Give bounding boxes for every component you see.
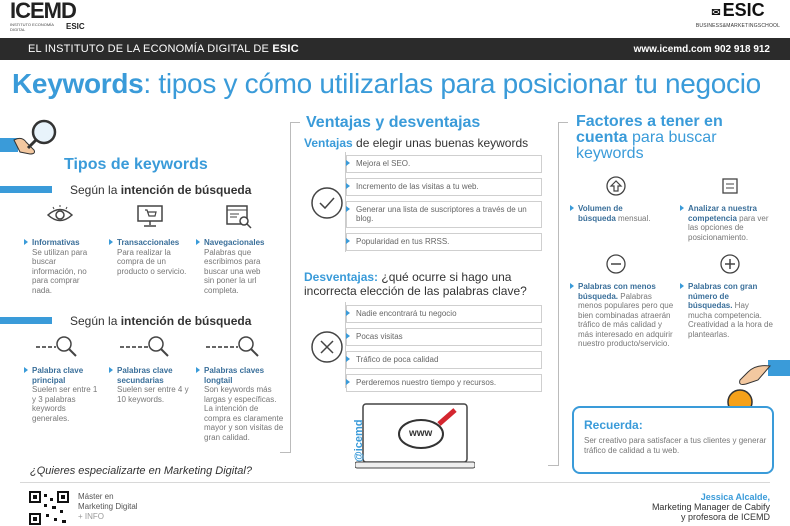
factor-gran-busqueda [688,282,774,339]
disadvantages-bold: Desventajas: [304,270,379,284]
intent-subtitle-1 [70,183,251,197]
item-body: Palabras que escribimos para buscar una web sin poner la url completa. [204,247,261,295]
factors-title [576,114,746,162]
subtitle-bold: intención de búsqueda [120,183,252,197]
author-role: Marketing Manager de Cabify [651,502,770,512]
item-body: Son keywords más largas y específicas. La intención de compra es claramente mayor y son visitas de gran calidad. [204,385,284,442]
esic-wordmark: ESIC [722,0,765,20]
column-divider [290,122,291,452]
banner-text [28,43,299,55]
section-bar [0,317,52,324]
factor-head: Palabras con gran número de búsquedas. [688,282,758,310]
top-banner [0,38,790,60]
title-keyword: Keywords [12,68,144,99]
intent-item-transaccionales [117,238,189,276]
pointer-icon [346,206,350,212]
arrow-icon [109,367,113,373]
minus-circle-icon [606,254,626,279]
intent-subtitle-2 [70,314,251,328]
banner-esic: ESIC [272,43,299,55]
advantage-text: Mejora el SEO. [356,159,411,168]
disadvantage-text: Perderemos nuestro tiempo y recursos. [356,378,497,387]
intent-item-informativas [32,238,94,295]
pointer-icon [346,356,350,362]
master-line: Máster en [78,492,114,501]
magnifier-long-icon [204,334,264,365]
advantages-bold: Ventajas [304,136,353,150]
page-title [12,68,782,100]
more-info-link[interactable]: + INFO [78,512,105,521]
footer-divider [20,482,770,483]
magnifier-hand-illustration [0,118,50,180]
banner-contact[interactable]: www.icemd.com 902 918 912 [633,44,770,55]
disadvantage-text: Tráfico de poca calidad [356,355,439,364]
check-circle-icon [310,186,344,225]
divider-tick [558,122,568,123]
qr-code[interactable] [28,490,70,526]
keyword-types-title: Tipos de keywords [64,156,208,173]
icemd-wordmark: ICEMD [10,0,76,23]
master-line: Marketing Digital [78,502,138,511]
x-circle-icon [310,330,344,369]
recuerda-box [572,406,774,474]
icemd-esic-label: ESIC [66,22,85,31]
item-body: Suelen ser entre 4 y 10 keywords. [117,385,189,404]
recuerda-body: Ser creativo para satisfacer a tus clientes y generar tráfico de calidad a tu web. [584,436,767,455]
item-body: Se utilizan para buscar información, no para comprar nada. [32,247,88,295]
length-item-longtail [204,366,284,442]
arrow-up-circle-icon [606,176,626,201]
laptop-illustration [355,398,475,472]
recuerda-title: Recuerda: [584,418,643,432]
laptop-www-label: www [409,428,433,439]
arrow-icon [196,239,200,245]
factor-body: mensual. [615,213,651,223]
divider-tick [548,465,559,466]
advantage-text: Generar una lista de suscriptores a través de un blog. [356,205,527,223]
browser-search-icon [225,204,253,235]
item-body: Suelen ser entre 1 y 3 palabras keywords generales. [32,385,98,423]
eye-icon [46,204,74,231]
laptop-handle-label: @icemd [353,419,365,462]
arrow-icon [24,239,28,245]
advantage-text: Popularidad en tus RRSS. [356,237,450,246]
magnifier-short-icon [32,334,82,365]
factor-head: Volumen de búsqueda [578,204,623,223]
disadvantage-item [346,374,542,392]
subtitle-prefix: Según la [70,183,121,197]
arrow-icon [109,239,113,245]
advantage-text: Incremento de las visitas a tu web. [356,182,479,191]
pros-cons-title: Ventajas y desventajas [306,114,481,131]
banner-prefix: EL INSTITUTO DE LA ECONOMÍA DIGITAL DE [28,43,273,55]
disadvantage-item [346,328,542,346]
competition-icon [720,176,740,201]
disadvantage-text: Nadie encontrará tu negocio [356,309,457,318]
advantage-item [346,233,542,251]
pointer-icon [346,310,350,316]
factor-competencia [688,204,776,242]
factors-title-bold: Factores a tener en cuenta [576,113,723,146]
arrow-icon [196,367,200,373]
advantage-item [346,178,542,196]
esic-tagline: BUSINESS&MARKETINGSCHOOL [695,23,781,29]
arrow-icon [570,205,574,211]
factors-title-rest: para buscar keywords [576,129,717,162]
advantage-item [346,155,542,173]
divider-tick [280,452,291,453]
author-name: Jessica Alcalde, [700,492,770,502]
shopping-screen-icon [136,204,164,233]
factor-head: Palabras con menos búsqueda. [578,282,656,301]
advantages-heading [304,136,528,150]
author-role: y profesora de ICEMD [680,512,770,522]
pointer-icon [346,379,350,385]
factor-volumen [578,204,662,223]
column-divider [558,122,559,466]
plus-circle-icon [720,254,740,279]
arrow-icon [680,205,684,211]
magnifier-medium-icon [118,334,176,365]
item-head: Palabras claves longtail [204,366,265,385]
title-rest: : tipos y cómo utilizarlas para posicionar tu negocio [143,68,761,99]
pointer-icon [346,333,350,339]
item-head: Transaccionales [117,238,180,247]
subtitle-prefix: Según la [70,314,121,328]
factor-menos-busqueda [578,282,674,349]
icemd-tagline: INSTITUTO ECONOMÍA DIGITAL [10,22,54,32]
arrow-icon [680,283,684,289]
disadvantage-text: Pocas visitas [356,332,403,341]
pointer-icon [346,160,350,166]
divider-tick [290,122,300,123]
icemd-logo[interactable] [10,0,100,30]
author-credit [600,492,770,522]
intent-item-navegacionales [204,238,272,295]
advantage-item [346,201,542,228]
item-head: Navegacionales [204,238,265,247]
factor-body: para ver las opciones de posicionamiento. [688,213,769,242]
section-bar [0,186,52,193]
advantages-rest: de elegir unas buenas keywords [352,136,529,150]
esic-logo[interactable] [690,0,786,29]
length-item-secundarias [117,366,189,404]
envelope-icon: ✉ [711,7,721,19]
disadvantage-item [346,305,542,323]
item-body: Para realizar la compra de un producto o servicio. [117,247,187,276]
factor-body: Palabras menos populares pero que bien combinadas atraerán tráfico de más calidad y más interesado en adquirir nuestro producto/servicio. [578,291,674,348]
disadvantage-item [346,351,542,369]
subtitle-bold: intención de búsqueda [120,314,252,328]
factor-head: Analizar a nuestra competencia [688,204,757,223]
length-item-principal [32,366,98,423]
disadvantages-rest: ¿qué ocurre si hago una incorrecta elección de las palabras clave? [304,270,527,298]
item-head: Palabras clave secundarias [117,366,173,385]
disadvantages-heading [304,270,554,298]
factor-body: Hay mucha competencia. Creatividad a la hora de plantearlas. [688,301,773,339]
pointer-icon [346,238,350,244]
specialize-cta[interactable]: ¿Quieres especializarte en Marketing Digital? [30,465,252,477]
arrow-icon [570,283,574,289]
item-head: Informativas [32,238,80,247]
arrow-icon [24,367,28,373]
pointer-icon [346,183,350,189]
item-head: Palabra clave principal [32,366,84,385]
master-info[interactable] [78,492,158,522]
